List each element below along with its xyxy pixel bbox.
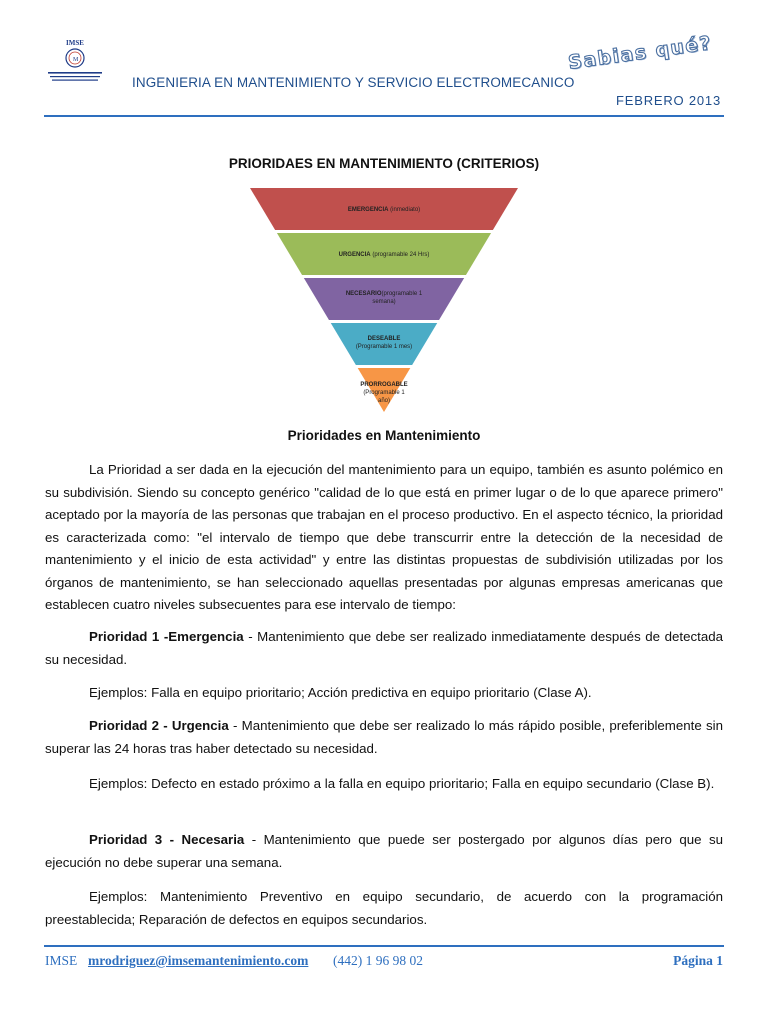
pyramid-label-deseable: DESEABLE (Programable 1 mes) <box>355 336 413 350</box>
priority-1-paragraph <box>45 626 723 671</box>
priority-3-label: Prioridad 3 - Necesaria <box>89 832 245 847</box>
sabias-que-tagline: Sabias qué? <box>566 32 714 74</box>
footer-phone: (442) 1 96 98 02 <box>333 953 423 968</box>
header-title: INGENIERIA EN MANTENIMIENTO Y SERVICIO ELECTROMECANICO <box>132 75 575 90</box>
logo-text: IMSE <box>66 39 84 47</box>
priority-2-text: - Mantenimiento que debe ser realizado lo más rápido posible, preferiblemente sin superar las 24 horas tras haber detectado su necesidad. <box>45 718 723 756</box>
pyramid-label-emergencia: EMERGENCIA (inmediato) <box>347 207 421 213</box>
figure-caption: Prioridades en Mantenimiento <box>287 428 481 443</box>
pyramid-label-necesario: NECESARIO(programable 1 semana) <box>345 291 423 305</box>
priority-2-examples: Ejemplos: Defecto en estado próximo a la falla en equipo prioritario; Falla en equipo secundario (Clase B). <box>89 776 715 791</box>
priority-pyramid <box>250 188 518 418</box>
priority-1-text: - Mantenimiento que debe ser realizado inmediatamente después de detectada su necesidad. <box>45 629 723 667</box>
priority-2-paragraph <box>45 715 723 760</box>
priority-2-label: Prioridad 2 - Urgencia <box>89 718 229 733</box>
pyramid-label-urgencia: URGENCIA (programable 24 Hrs) <box>338 252 430 258</box>
document-title: PRIORIDAES EN MANTENIMIENTO (CRITERIOS) <box>228 156 540 171</box>
footer-divider <box>44 945 724 947</box>
svg-text:M: M <box>73 57 79 63</box>
header-date: FEBRERO 2013 <box>616 93 721 108</box>
priority-3-examples: Ejemplos: Mantenimiento Preventivo en equipo secundario, de acuerdo con la programación preestablecida; Reparación de defectos en equipos secundarios. <box>45 889 723 927</box>
pyramid-label-prorrogable: PRORROGABLE (Programable 1 año) <box>360 382 408 404</box>
footer-org: IMSE <box>45 953 78 968</box>
priority-1-examples: Ejemplos: Falla en equipo prioritario; Acción predictiva en equipo prioritario (Clase A). <box>89 685 592 700</box>
priority-3-text: - Mantenimiento que puede ser postergado por algunos días pero que su ejecución no debe superar una semana. <box>45 832 723 870</box>
footer-page-number: Página 1 <box>673 953 723 968</box>
header-divider <box>44 115 724 117</box>
intro-paragraph: La Prioridad a ser dada en la ejecución del mantenimiento para un equipo, también es asunto polémico en su subdivisión. Siendo su concepto genérico "calidad de lo que está en primer lugar o de lo que aparece primero" aceptado por la mayoría de las personas que trabajan en el proceso productivo. En el aspecto técnico, la prioridad es caracterizada como: "el intervalo de tiempo que debe transcurrir entre la detección de la necesidad de mantenimiento y el inicio de esta actividad" y entre las distintas propuestas de subdivisión utilizadas por los órganos de mantenimiento, se han seleccionado aquellas presentadas por algunas empresas americanas que establecen cuatro niveles subsecuentes para ese intervalo de tiempo: <box>45 462 723 612</box>
footer-email-link[interactable]: mrodriguez@imsemantenimiento.com <box>88 953 309 968</box>
priority-1-label: Prioridad 1 -Emergencia <box>89 629 244 644</box>
imse-logo <box>44 36 106 92</box>
priority-3-paragraph <box>45 829 723 874</box>
